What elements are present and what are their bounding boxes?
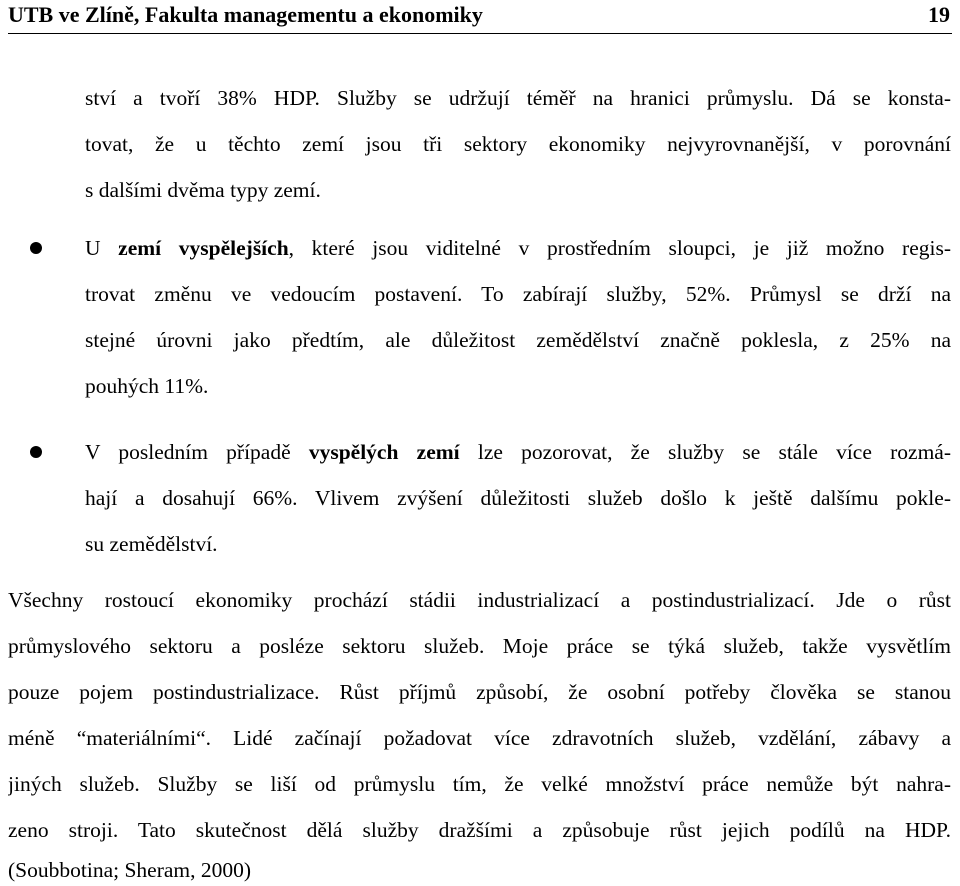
intro-line-1: ství a tvoří 38% HDP. Služby se udržují téměř na hranici průmyslu. Dá se konsta- [85, 86, 951, 110]
bullet-dot-1 [30, 242, 42, 254]
intro-line-3: s dalšími dvěma typy zemí. [85, 178, 321, 202]
bullet-1-bold-term: zemí vyspělejších [118, 236, 289, 260]
bullet-1-line-1-rest: , které jsou viditelné v prostředním sloupci, je již možno regis- [288, 236, 951, 260]
bullet-1-prefix: U [85, 236, 119, 260]
bullet-2-prefix: V posledním případě [85, 440, 309, 464]
paragraph-line-1: Všechny rostoucí ekonomiky prochází stádii industrializací a postindustrializací. Jde o růst [8, 588, 951, 612]
page-header [8, 0, 952, 34]
intro-line-2: tovat, že u těchto zemí jsou tři sektory ekonomiky nejvyrovnanější, v porovnání [85, 132, 951, 156]
bullet-2-line-2: hají a dosahují 66%. Vlivem zvýšení důležitosti služeb došlo k ještě dalšímu pokle- [85, 486, 951, 510]
page-number: 19 [928, 2, 950, 27]
bullet-2-bold-term: vyspělých zemí [308, 440, 460, 464]
paragraph-line-6: zeno stroji. Tato skutečnost dělá služby dražšími a způsobuje růst jejich podílů na HDP. [8, 818, 951, 842]
header-title: UTB ve Zlíně, Fakulta managementu a ekonomiky [8, 2, 483, 27]
bullet-dot-2 [30, 446, 42, 458]
bullet-1-line-1 [85, 234, 951, 262]
paragraph-line-3: pouze pojem postindustrializace. Růst příjmů způsobí, že osobní potřeby člověka se stanou [8, 680, 951, 704]
bullet-2-line-3: su zemědělství. [85, 532, 218, 556]
bullet-1-line-2: trovat změnu ve vedoucím postavení. To zabírají služby, 52%. Průmysl se drží na [85, 282, 951, 306]
paragraph-line-5: jiných služeb. Služby se liší od průmyslu tím, že velké množství práce nemůže být nahra- [8, 772, 951, 796]
paragraph-line-4: méně “materiálními“. Lidé začínají požadovat více zdravotních služeb, vzdělání, zábavy a [8, 726, 951, 750]
paragraph-citation: (Soubbotina; Sheram, 2000) [8, 858, 252, 882]
bullet-2-line-1 [85, 438, 951, 466]
bullet-1-line-4: pouhých 11%. [85, 374, 209, 398]
bullet-1-line-3: stejné úrovni jako předtím, ale důležitost zemědělství značně poklesla, z 25% na [85, 328, 951, 352]
paragraph-line-2: průmyslového sektoru a posléze sektoru služeb. Moje práce se týká služeb, takže vysvětlím [8, 634, 951, 658]
bullet-2-line-1-rest: lze pozorovat, že služby se stále více rozmá- [459, 440, 951, 464]
